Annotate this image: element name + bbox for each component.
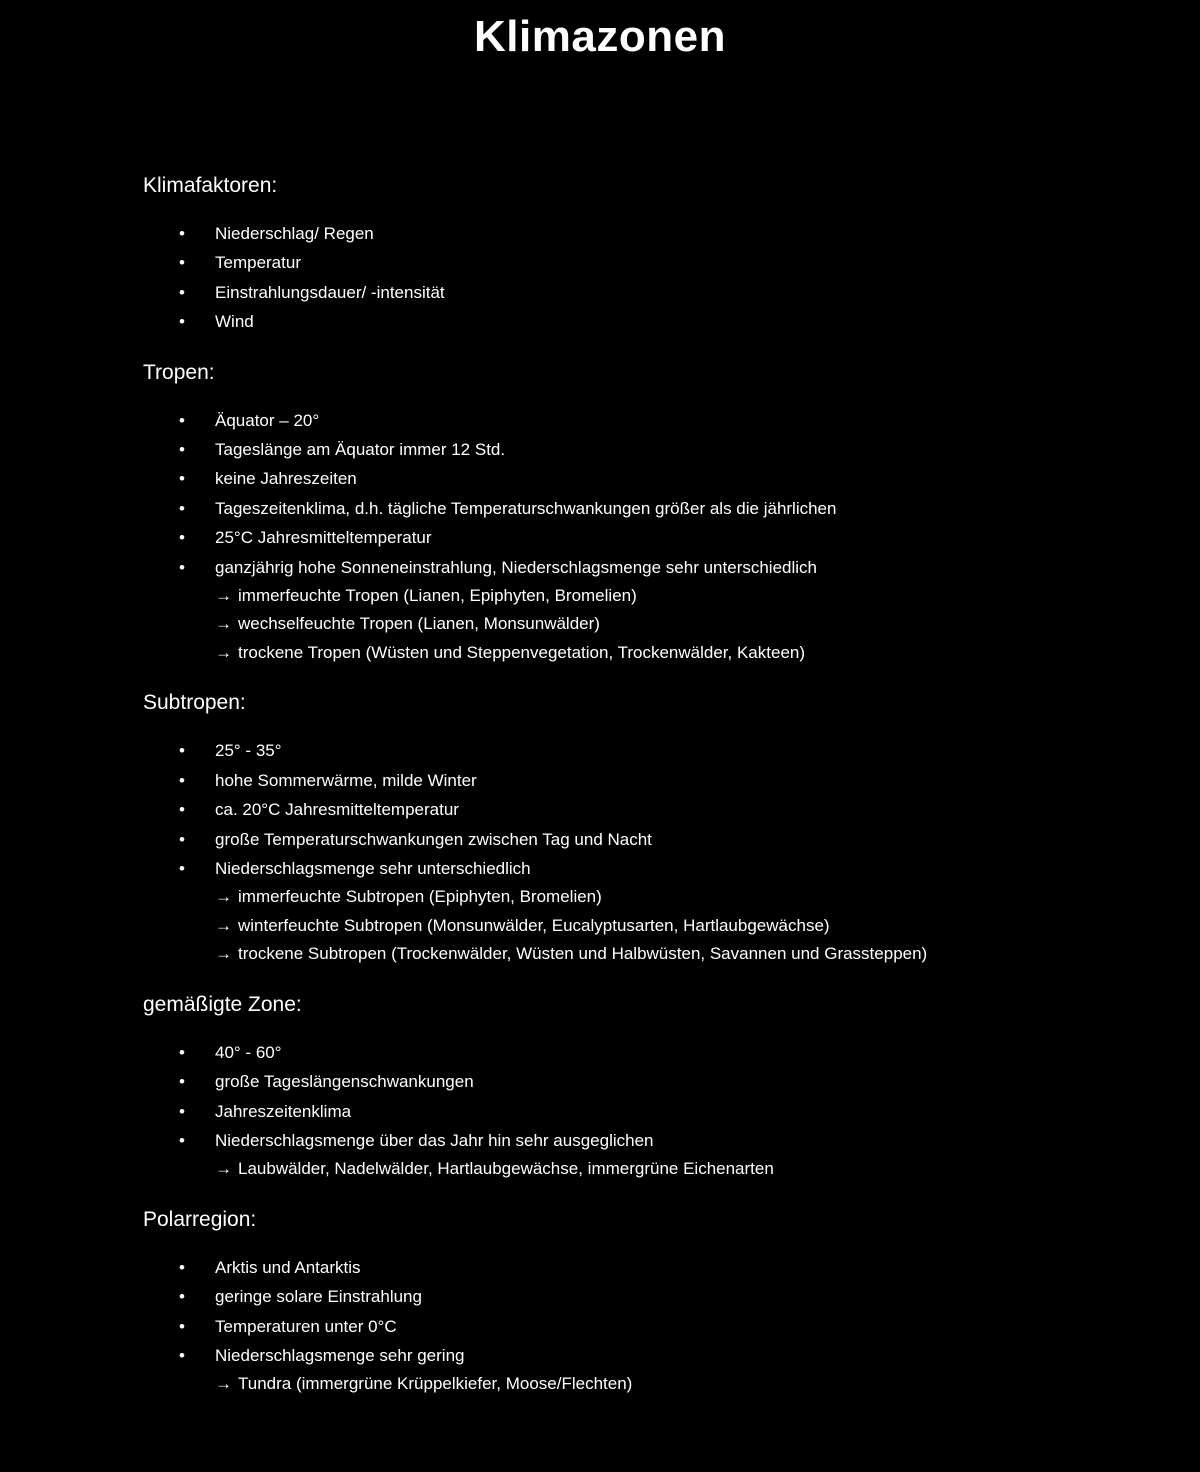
list-item-text: große Tageslängenschwankungen [215, 1072, 474, 1092]
bullet-icon: • [179, 282, 185, 302]
list-item-text: große Temperaturschwankungen zwischen Tag und Nacht [215, 829, 652, 849]
list-item [143, 1038, 1163, 1067]
sub-list-item-text: immerfeuchte Tropen (Lianen, Epiphyten, Bromelien) [238, 585, 637, 605]
bullet-icon: • [179, 498, 185, 518]
bullet-icon: • [179, 1257, 185, 1277]
arrow-right-icon: → [215, 915, 232, 935]
arrow-right-icon: → [215, 944, 232, 964]
list-item [143, 795, 1163, 824]
arrow-right-icon: → [215, 642, 232, 662]
list-item [143, 523, 1163, 552]
bullet-icon: • [179, 224, 185, 243]
bullet-list [143, 219, 1163, 337]
list-item [143, 1341, 1163, 1370]
list-item-text: Temperaturen unter 0°C [215, 1316, 397, 1336]
list-item-text: Niederschlagsmenge sehr gering [215, 1346, 465, 1366]
list-item-text: Einstrahlungsdauer/ -intensität [215, 282, 445, 302]
sub-list-item [143, 639, 1163, 668]
list-item-text: Temperatur [215, 253, 301, 273]
section-heading: Polarregion: [143, 1207, 257, 1231]
arrow-right-icon: → [215, 1374, 232, 1394]
bullet-icon: • [179, 770, 185, 790]
sub-list-item-text: winterfeuchte Subtropen (Monsunwälder, Eucalyptusarten, Hartlaubgewächse) [238, 915, 830, 935]
sub-list-item [143, 940, 1163, 969]
document-body [143, 170, 1163, 1419]
list-item [143, 1067, 1163, 1096]
list-item [143, 1312, 1163, 1341]
bullet-icon: • [179, 741, 185, 761]
sub-list-item-text: Tundra (immergrüne Krüppelkiefer, Moose/Flechten) [238, 1374, 633, 1394]
bullet-icon: • [179, 829, 185, 849]
bullet-list [143, 1038, 1163, 1156]
sub-list-item-text: Laubwälder, Nadelwälder, Hartlaubgewächse, immergrüne Eichenarten [238, 1159, 774, 1179]
section [143, 357, 1163, 668]
list-item-text: ca. 20°C Jahresmitteltemperatur [215, 800, 459, 820]
section-heading: Subtropen: [143, 691, 246, 715]
sub-list-item-text: trockene Subtropen (Trockenwälder, Wüsten und Halbwüsten, Savannen und Grassteppen) [238, 944, 928, 964]
list-item-text: Niederschlagsmenge sehr unterschiedlich [215, 858, 531, 878]
bullet-icon: • [179, 1072, 185, 1092]
arrow-right-icon: → [215, 887, 232, 907]
list-item [143, 278, 1163, 307]
list-item-text: Niederschlag/ Regen [215, 224, 374, 243]
bullet-icon: • [179, 1101, 185, 1121]
section [143, 1204, 1163, 1399]
list-item-text: Äquator – 20° [215, 410, 320, 430]
list-item [143, 406, 1163, 435]
list-item-text: Arktis und Antarktis [215, 1257, 361, 1277]
list-item [143, 248, 1163, 277]
list-item [143, 766, 1163, 795]
list-item-text: Tageslänge am Äquator immer 12 Std. [215, 439, 506, 459]
page-title: Klimazonen [474, 12, 726, 61]
list-item [143, 1097, 1163, 1126]
sub-list-item [143, 582, 1163, 611]
list-item [143, 825, 1163, 854]
bullet-icon: • [179, 1042, 185, 1062]
list-item-text: 40° - 60° [215, 1042, 282, 1062]
sub-list-item [143, 1370, 1163, 1399]
list-item [143, 219, 1163, 248]
list-item [143, 736, 1163, 765]
bullet-list [143, 1253, 1163, 1371]
bullet-icon: • [179, 312, 185, 332]
sub-list-item-text: trockene Tropen (Wüsten und Steppenvegetation, Trockenwälder, Kakteen) [238, 642, 806, 662]
sub-list-item [143, 610, 1163, 639]
list-item-text: 25°C Jahresmitteltemperatur [215, 528, 432, 548]
section [143, 989, 1163, 1184]
bullet-icon: • [179, 557, 185, 577]
arrow-right-icon: → [215, 614, 232, 634]
bullet-icon: • [179, 1131, 185, 1151]
list-item-text: Tageszeitenklima, d.h. tägliche Temperaturschwankungen größer als die jährlichen [215, 498, 837, 518]
list-item-text: Wind [215, 312, 254, 332]
list-item [143, 854, 1163, 883]
section-heading: Klimafaktoren: [143, 174, 278, 197]
list-item-text: keine Jahreszeiten [215, 469, 357, 489]
list-item-text: Niederschlagsmenge über das Jahr hin sehr ausgeglichen [215, 1131, 654, 1151]
sub-list-item [143, 1155, 1163, 1184]
bullet-icon: • [179, 858, 185, 878]
bullet-list [143, 406, 1163, 582]
bullet-icon: • [179, 1346, 185, 1366]
list-item [143, 1126, 1163, 1155]
section-heading: Tropen: [143, 360, 215, 384]
bullet-list [143, 736, 1163, 883]
list-item-text: Jahreszeitenklima [215, 1101, 352, 1121]
list-item-text: 25° - 35° [215, 741, 282, 761]
list-item [143, 1282, 1163, 1311]
sub-list-item-text: wechselfeuchte Tropen (Lianen, Monsunwälder) [238, 614, 600, 634]
bullet-icon: • [179, 410, 185, 430]
list-item-text: ganzjährig hohe Sonneneinstrahlung, Niederschlagsmenge sehr unterschiedlich [215, 557, 817, 577]
bullet-icon: • [179, 1316, 185, 1336]
list-item [143, 1253, 1163, 1282]
sub-list-item [143, 912, 1163, 941]
sub-list-item [143, 883, 1163, 912]
arrow-right-icon: → [215, 1159, 232, 1179]
bullet-icon: • [179, 1287, 185, 1307]
sub-list-item-text: immerfeuchte Subtropen (Epiphyten, Bromelien) [238, 887, 602, 907]
list-item-text: geringe solare Einstrahlung [215, 1287, 422, 1307]
list-item-text: hohe Sommerwärme, milde Winter [215, 770, 477, 790]
list-item [143, 464, 1163, 493]
bullet-icon: • [179, 528, 185, 548]
list-item [143, 307, 1163, 336]
section [143, 170, 1163, 337]
section-heading: gemäßigte Zone: [143, 992, 302, 1016]
list-item [143, 553, 1163, 582]
arrow-right-icon: → [215, 585, 232, 605]
section [143, 687, 1163, 968]
bullet-icon: • [179, 469, 185, 489]
bullet-icon: • [179, 439, 185, 459]
bullet-icon: • [179, 800, 185, 820]
list-item [143, 494, 1163, 523]
bullet-icon: • [179, 253, 185, 273]
list-item [143, 435, 1163, 464]
